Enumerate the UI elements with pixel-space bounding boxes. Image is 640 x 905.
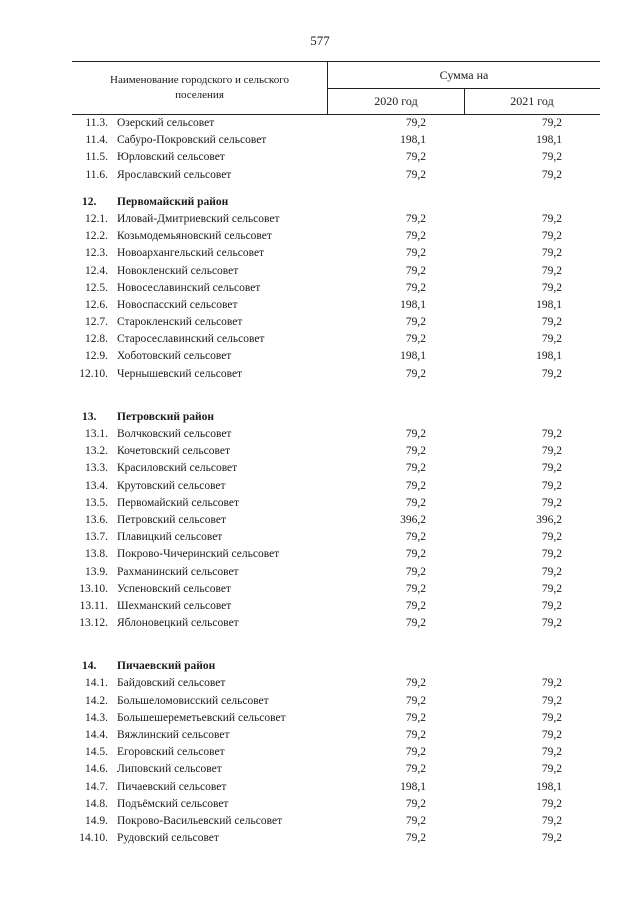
value-2020: 79,2 <box>405 479 426 492</box>
row-number: 11.6. <box>85 168 108 181</box>
settlement-name: Сабуро-Покровский сельсовет <box>117 134 267 147</box>
value-2020: 79,2 <box>405 548 426 561</box>
value-2020: 79,2 <box>405 797 426 810</box>
settlement-name: Ярославский сельсовет <box>117 168 232 181</box>
settlement-name: Рудовский сельсовет <box>117 832 219 845</box>
value-2021: 79,2 <box>541 230 562 243</box>
table-row <box>72 167 600 184</box>
settlement-name: Шехманский сельсовет <box>117 599 232 612</box>
header-name-column: Наименование городского и сельского поселения <box>72 62 328 114</box>
settlement-name: Чернышевский сельсовет <box>117 367 243 380</box>
section-name: Петровский район <box>117 410 215 423</box>
table-row <box>72 813 600 830</box>
row-number: 12.2. <box>85 230 108 243</box>
row-number: 11.3. <box>85 117 108 129</box>
settlement-name: Кочетовский сельсовет <box>117 445 230 458</box>
value-2021: 79,2 <box>541 264 562 277</box>
value-2021: 79,2 <box>541 677 562 690</box>
row-number: 13.5. <box>85 496 108 509</box>
settlement-name: Пичаевский сельсовет <box>117 780 227 793</box>
row-number: 14.1. <box>85 677 108 690</box>
table-row <box>72 495 600 512</box>
value-2020: 79,2 <box>405 496 426 509</box>
value-2020: 79,2 <box>405 729 426 741</box>
settlement-name: Успеновский сельсовет <box>117 582 231 595</box>
table-row <box>72 796 600 813</box>
settlement-name: Козьмодемьяновский сельсовет <box>117 230 272 243</box>
value-2020: 79,2 <box>405 694 426 707</box>
settlement-name: Байдовский сельсовет <box>117 677 226 690</box>
row-number: 14.7. <box>85 780 108 793</box>
settlement-name: Большешереметьевский сельсовет <box>117 711 286 724</box>
header-sum-column: Сумма на <box>328 62 600 89</box>
table-row <box>72 460 600 477</box>
value-2021: 79,2 <box>541 151 562 164</box>
value-2021: 79,2 <box>541 462 562 475</box>
value-2021: 79,2 <box>541 582 562 595</box>
section-number: 14. <box>82 660 97 673</box>
row-number: 14.5. <box>85 746 108 759</box>
value-2020: 79,2 <box>405 212 426 225</box>
table-row <box>72 366 600 383</box>
value-2020: 79,2 <box>405 677 426 690</box>
settlement-name: Новокленский сельсовет <box>117 264 239 277</box>
table-row <box>72 297 600 314</box>
table-row <box>72 443 600 460</box>
value-2021: 79,2 <box>541 247 562 260</box>
value-2020: 79,2 <box>405 746 426 759</box>
value-2020: 79,2 <box>405 117 426 129</box>
row-number: 12.7. <box>85 316 108 329</box>
section-heading <box>72 194 600 211</box>
value-2021: 79,2 <box>541 316 562 329</box>
row-number: 12.10. <box>79 367 108 380</box>
settlement-name: Покрово-Васильевский сельсовет <box>117 814 283 827</box>
table-row <box>72 529 600 546</box>
row-number: 11.4. <box>85 134 108 147</box>
header-year-2021: 2021 год <box>510 93 554 108</box>
value-2020: 79,2 <box>405 333 426 346</box>
value-2020: 79,2 <box>405 168 426 181</box>
value-2021: 79,2 <box>541 445 562 458</box>
section-heading <box>72 409 600 426</box>
table-row <box>72 564 600 581</box>
value-2020: 79,2 <box>405 832 426 845</box>
value-2020: 79,2 <box>405 230 426 243</box>
row-number: 13.4. <box>85 479 108 492</box>
value-2020: 79,2 <box>405 462 426 475</box>
table-row <box>72 581 600 598</box>
value-2021: 198,1 <box>536 780 562 793</box>
settlement-name: Плавицкий сельсовет <box>117 531 223 544</box>
settlement-name: Крутовский сельсовет <box>117 479 226 492</box>
row-number: 12.1. <box>85 212 108 225</box>
value-2020: 79,2 <box>405 151 426 164</box>
row-number: 12.8. <box>85 333 108 346</box>
row-number: 14.8. <box>85 797 108 810</box>
table-row <box>72 331 600 348</box>
value-2020: 79,2 <box>405 582 426 595</box>
page-number: 577 <box>310 33 330 48</box>
value-2021: 79,2 <box>541 496 562 509</box>
value-2020: 198,1 <box>400 780 426 793</box>
value-2021: 79,2 <box>541 479 562 492</box>
row-number: 13.8. <box>85 548 108 561</box>
value-2021: 79,2 <box>541 599 562 612</box>
value-2020: 79,2 <box>405 367 426 380</box>
section-number: 13. <box>82 410 97 423</box>
value-2021: 79,2 <box>541 746 562 759</box>
settlement-name: Новосеславинский сельсовет <box>117 281 261 294</box>
header-year-2020: 2020 год <box>328 88 465 114</box>
value-2020: 79,2 <box>405 763 426 776</box>
value-2021: 79,2 <box>541 168 562 181</box>
value-2020: 79,2 <box>405 617 426 630</box>
value-2021: 79,2 <box>541 531 562 544</box>
table-row <box>72 280 600 297</box>
value-2020: 79,2 <box>405 565 426 578</box>
allocation-table <box>72 61 600 847</box>
value-2021: 79,2 <box>541 281 562 294</box>
value-2021: 79,2 <box>541 729 562 741</box>
value-2021: 79,2 <box>541 814 562 827</box>
table-row <box>72 115 600 132</box>
row-number: 13.10. <box>79 582 108 595</box>
section-spacer <box>72 632 600 658</box>
table-row <box>72 245 600 262</box>
settlement-name: Новоспасский сельсовет <box>117 298 238 311</box>
value-2020: 198,1 <box>400 134 426 147</box>
row-number: 12.6. <box>85 298 108 311</box>
settlement-name: Большеломовисский сельсовет <box>117 694 269 707</box>
value-2021: 79,2 <box>541 333 562 346</box>
section-name: Пичаевский район <box>117 660 216 673</box>
value-2021: 198,1 <box>536 134 562 147</box>
table-row <box>72 512 600 529</box>
value-2020: 79,2 <box>405 264 426 277</box>
settlement-name: Старосеславинский сельсовет <box>117 333 265 346</box>
row-number: 12.5. <box>85 281 108 294</box>
row-number: 11.5. <box>85 151 108 164</box>
value-2020: 79,2 <box>405 247 426 260</box>
table-row <box>72 546 600 563</box>
settlement-name: Первомайский сельсовет <box>117 496 240 509</box>
row-number: 14.9. <box>85 814 108 827</box>
table-row <box>72 314 600 331</box>
row-number: 13.2. <box>85 445 108 458</box>
row-number: 14.3. <box>85 711 108 724</box>
settlement-name: Озерский сельсовет <box>117 117 215 129</box>
section-spacer <box>72 383 600 409</box>
value-2021: 79,2 <box>541 428 562 440</box>
row-number: 13.1. <box>85 428 108 440</box>
row-number: 14.2. <box>85 694 108 707</box>
row-number: 13.7. <box>85 531 108 544</box>
table-row <box>72 478 600 495</box>
settlement-name: Вяжлинский сельсовет <box>117 729 230 741</box>
row-number: 12.3. <box>85 247 108 260</box>
value-2021: 198,1 <box>536 298 562 311</box>
table-row <box>72 675 600 692</box>
row-number: 14.10. <box>79 832 108 845</box>
table-row <box>72 149 600 166</box>
section-heading <box>72 658 600 675</box>
value-2021: 79,2 <box>541 763 562 776</box>
table-row <box>72 615 600 632</box>
value-2020: 79,2 <box>405 316 426 329</box>
row-number: 14.4. <box>85 729 108 741</box>
row-number: 13.12. <box>79 617 108 630</box>
value-2021: 198,1 <box>536 350 562 363</box>
table-row <box>72 228 600 245</box>
settlement-name: Хоботовский сельсовет <box>117 350 232 363</box>
section-number: 12. <box>82 195 97 208</box>
settlement-name: Юрловский сельсовет <box>117 151 225 164</box>
settlement-name: Яблоновецкий сельсовет <box>117 617 239 630</box>
row-number: 12.9. <box>85 350 108 363</box>
table-row <box>72 348 600 365</box>
value-2020: 198,1 <box>400 298 426 311</box>
settlement-name: Липовский сельсовет <box>117 763 222 776</box>
row-number: 13.6. <box>85 513 108 526</box>
settlement-name: Красиловский сельсовет <box>117 462 238 475</box>
settlement-name: Егоровский сельсовет <box>117 746 225 759</box>
row-number: 12.4. <box>85 264 108 277</box>
value-2020: 396,2 <box>400 513 426 526</box>
section-spacer <box>72 184 600 194</box>
settlement-name: Старокленский сельсовет <box>117 316 243 329</box>
value-2020: 79,2 <box>405 531 426 544</box>
settlement-name: Волчковский сельсовет <box>117 428 232 440</box>
settlement-name: Иловай-Дмитриевский сельсовет <box>117 212 280 225</box>
table-row <box>72 761 600 778</box>
table-row <box>72 598 600 615</box>
value-2021: 79,2 <box>541 711 562 724</box>
value-2020: 79,2 <box>405 711 426 724</box>
row-number: 13.11. <box>79 599 108 612</box>
row-number: 13.9. <box>85 565 108 578</box>
table-row <box>72 744 600 761</box>
value-2021: 79,2 <box>541 832 562 845</box>
value-2021: 79,2 <box>541 617 562 630</box>
value-2020: 79,2 <box>405 281 426 294</box>
table-header <box>72 61 600 115</box>
table-row <box>72 211 600 228</box>
value-2020: 79,2 <box>405 428 426 440</box>
value-2021: 79,2 <box>541 797 562 810</box>
value-2021: 79,2 <box>541 367 562 380</box>
value-2021: 79,2 <box>541 548 562 561</box>
table-row <box>72 426 600 443</box>
table-row <box>72 727 600 744</box>
settlement-name: Петровский сельсовет <box>117 513 226 526</box>
settlement-name: Новоархангельский сельсовет <box>117 247 265 260</box>
value-2020: 198,1 <box>400 350 426 363</box>
table-row <box>72 710 600 727</box>
value-2021: 396,2 <box>536 513 562 526</box>
row-number: 13.3. <box>85 462 108 475</box>
value-2020: 79,2 <box>405 599 426 612</box>
value-2021: 79,2 <box>541 117 562 129</box>
value-2021: 79,2 <box>541 565 562 578</box>
row-number: 14.6. <box>85 763 108 776</box>
table-row <box>72 263 600 280</box>
value-2021: 79,2 <box>541 694 562 707</box>
value-2021: 79,2 <box>541 212 562 225</box>
settlement-name: Рахманинский сельсовет <box>117 565 239 578</box>
value-2020: 79,2 <box>405 814 426 827</box>
table-row <box>72 830 600 847</box>
table-row <box>72 779 600 796</box>
table-body <box>72 115 600 847</box>
settlement-name: Подъёмский сельсовет <box>117 797 229 810</box>
table-row <box>72 132 600 149</box>
section-name: Первомайский район <box>117 195 229 208</box>
value-2020: 79,2 <box>405 445 426 458</box>
table-row <box>72 693 600 710</box>
settlement-name: Покрово-Чичеринский сельсовет <box>117 548 280 561</box>
